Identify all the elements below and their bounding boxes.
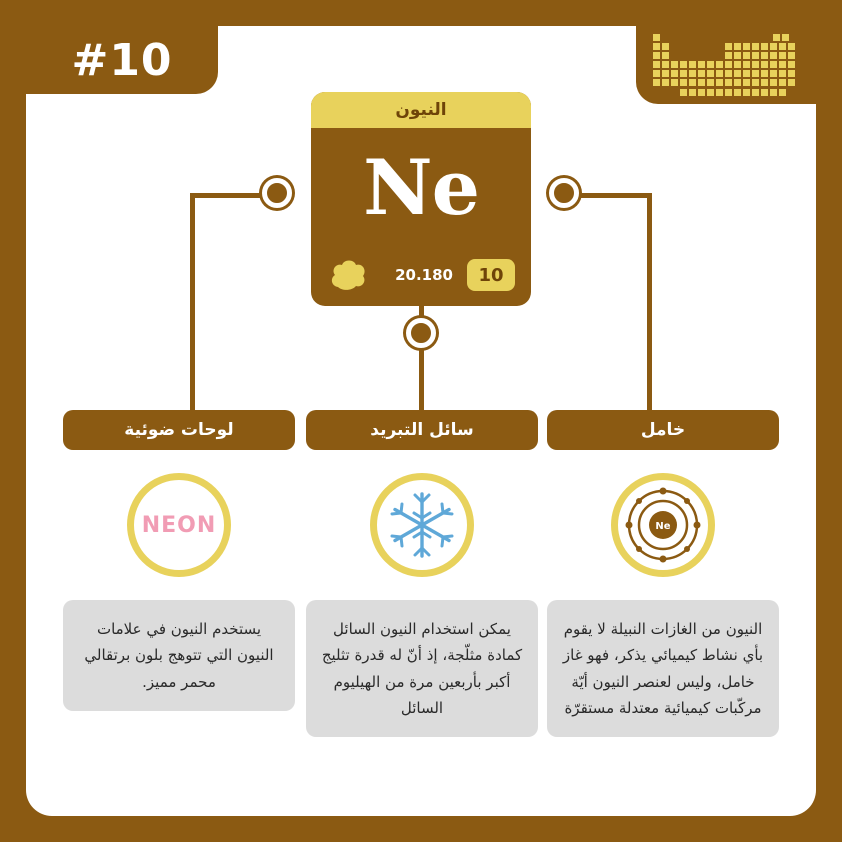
column-inert-title: خامل — [547, 410, 779, 450]
element-symbol: Ne — [363, 142, 479, 232]
atom-shell-icon — [611, 473, 715, 577]
periodic-table-icon — [653, 34, 799, 96]
connector-line-left-vertical — [190, 193, 195, 415]
column-signs-icon — [63, 450, 295, 600]
neon-word-icon — [127, 473, 231, 577]
column-coolant-text: يمكن استخدام النيون السائل كمادة مثلّجة، إذ أنّ له قدرة تثليج أكبر بأربعين مرة من الهيليوم السائل — [306, 600, 538, 737]
element-card — [311, 92, 531, 306]
connector-node-right — [549, 178, 579, 208]
column-coolant — [306, 410, 538, 737]
gas-blob-svg — [329, 257, 367, 291]
atom-shell-svg — [619, 481, 707, 569]
column-coolant-title: سائل التبريد — [306, 410, 538, 450]
element-footer — [311, 246, 531, 304]
snowflake-icon — [370, 473, 474, 577]
column-coolant-icon — [306, 450, 538, 600]
column-inert-text: النيون من الغازات النبيلة لا يقوم بأي نشاط كيميائي يذكر، فهو غاز خامل، وليس لعنصر النيون أيّة مركّبات كيميائية معتدلة مستقرّة — [547, 600, 779, 737]
atomic-mass: 20.180 — [395, 266, 453, 284]
column-inert — [547, 410, 779, 737]
svg-text:Ne: Ne — [655, 521, 671, 532]
connector-node-center — [406, 318, 436, 348]
connector-line-right-vertical — [647, 193, 652, 415]
snowflake-svg — [387, 490, 457, 560]
column-signs — [63, 410, 295, 711]
element-number-badge: #10 — [26, 26, 218, 94]
neon-word-label: NEON — [141, 512, 217, 538]
periodic-table-svg — [653, 34, 799, 96]
column-signs-text: يستخدم النيون في علامات النيون التي تتوهج بلون برتقالي محمر مميز. — [63, 600, 295, 711]
gas-blob-icon — [329, 257, 367, 291]
column-inert-icon — [547, 450, 779, 600]
atomic-number: 10 — [467, 259, 515, 291]
column-signs-title: لوحات ضوئية — [63, 410, 295, 450]
connector-node-left — [262, 178, 292, 208]
element-name: النيون — [311, 92, 531, 128]
periodic-table-badge — [636, 26, 816, 104]
